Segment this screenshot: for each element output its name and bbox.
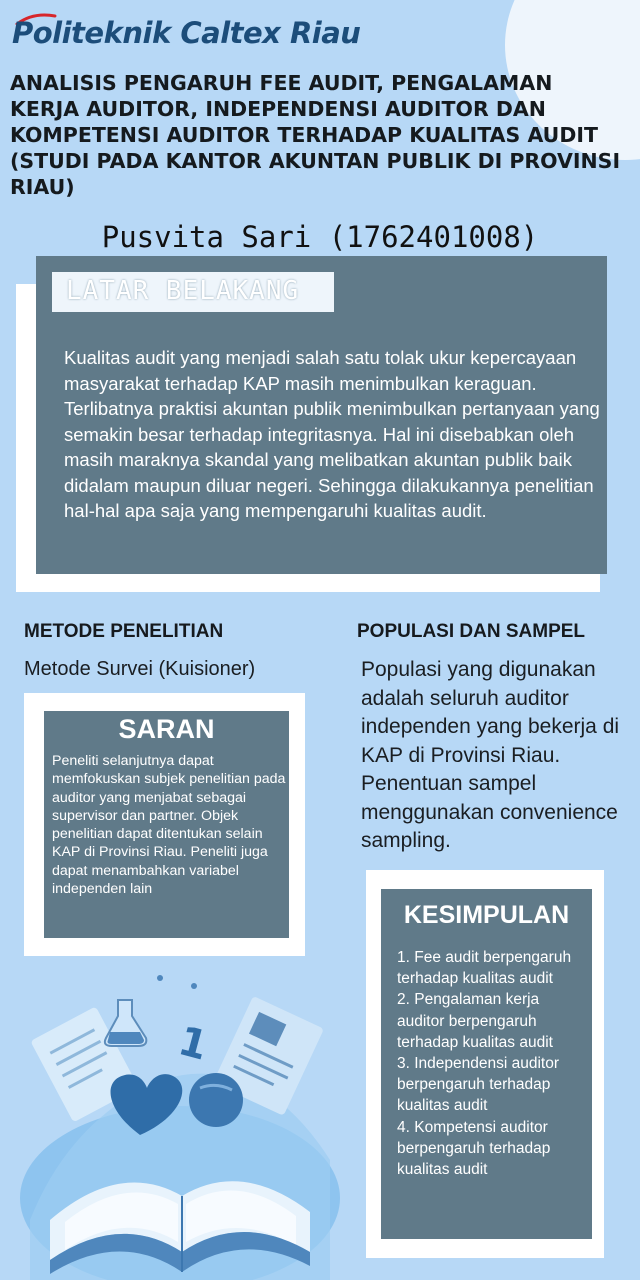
metode-heading: METODE PENELITIAN: [24, 621, 224, 642]
poster-title: ANALISIS PENGARUH FEE AUDIT, PENGALAMAN KERJA AUDITOR, INDEPENDENSI AUDITOR DAN KOMPETENSI AUDITOR TERHADAP KUALITAS AUDIT (STUDI PADA KANTOR AKUNTAN PUBLIK DI PROVINSI RIAU): [10, 71, 621, 199]
kesimpulan-heading: KESIMPULAN: [403, 901, 570, 929]
kesimpulan-item: 3. Independensi auditor berpengaruh terhadap kualitas audit: [397, 1055, 560, 1115]
illustration-digit: 1: [173, 1018, 213, 1070]
metode-text: Metode Survei (Kuisioner): [24, 658, 256, 680]
latar-belakang-text: Kualitas audit yang menjadi salah satu tolak ukur kepercayaan masyarakat terhadap KAP masih menimbulkan keraguan. Terlibatnya praktisi akuntan publik menimbulkan pertanyaan yang semakin besar terhadap integritasnya. Hal ini disebabkan oleh masih maraknya skandal yang melibatkan akuntan publik baik didalam maupun diluar negeri. Sehingga dilakukannya penelitian hal-hal apa saja yang mempengaruhi kualitas audit.: [64, 347, 600, 521]
latar-belakang-heading: LATAR BELAKANG: [66, 276, 300, 306]
kesimpulan-list: [397, 947, 589, 1180]
research-illustration: [10, 960, 350, 1280]
populasi-heading: POPULASI DAN SAMPEL: [357, 621, 586, 642]
populasi-text: Populasi yang digunakan adalah seluruh auditor independen yang bekerja di KAP di Provinsi Riau. Penentuan sampel menggunakan convenience sampling.: [361, 658, 620, 852]
saran-heading: SARAN: [118, 714, 215, 744]
kesimpulan-item: 4. Kompetensi auditor berpengaruh terhadap kualitas audit: [397, 1118, 551, 1179]
author-name: Pusvita Sari (1762401008): [101, 220, 539, 254]
saran-text: Peneliti selanjutnya dapat memfokuskan subjek penelitian pada auditor yang menjabat sebagai supervisor dan partner. Objek penelitian dapat ditentukan selain KAP di Provinsi Riau. Peneliti juga dapat menambahkan variabel independen lain: [52, 753, 286, 898]
kesimpulan-item: 1. Fee audit berpengaruh terhadap kualitas audit: [397, 949, 572, 988]
globe-icon: [189, 1073, 243, 1127]
institution-logo: Politeknik Caltex Riau: [12, 16, 361, 50]
kesimpulan-item: 2. Pengalaman kerja auditor berpengaruh terhadap kualitas audit: [397, 991, 553, 1051]
